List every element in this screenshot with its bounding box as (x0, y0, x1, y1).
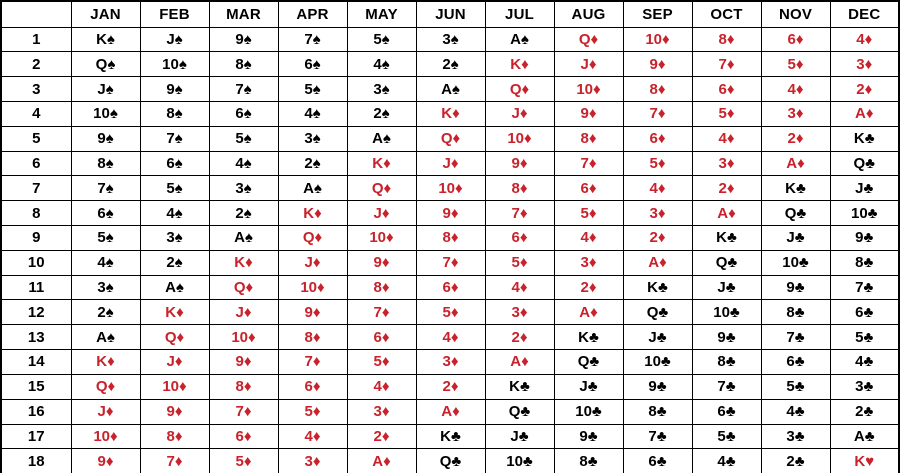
card-cell: 9♦ (278, 300, 347, 325)
card-cell: 8♠ (71, 151, 140, 176)
card-cell: 5♣ (761, 374, 830, 399)
card-cell: 9♦ (347, 250, 416, 275)
card-cell: 3♣ (761, 424, 830, 449)
card-cell: 6♣ (761, 350, 830, 375)
card-cell: Q♣ (485, 399, 554, 424)
card-cell: 2♦ (416, 374, 485, 399)
month-header-jul: JUL (485, 1, 554, 27)
card-cell: J♦ (347, 201, 416, 226)
row-number: 2 (1, 52, 71, 77)
row-number: 18 (1, 449, 71, 473)
card-cell: 3♠ (347, 77, 416, 102)
card-cell: A♠ (485, 27, 554, 52)
card-cell: 8♦ (140, 424, 209, 449)
card-cell: 4♦ (692, 126, 761, 151)
card-cell: 10♦ (485, 126, 554, 151)
card-cell: 4♣ (761, 399, 830, 424)
card-cell: 2♠ (140, 250, 209, 275)
card-cell: K♣ (692, 226, 761, 251)
card-cell: 8♦ (623, 77, 692, 102)
card-cell: 6♦ (623, 126, 692, 151)
table-header (1, 1, 899, 27)
card-cell: 6♦ (278, 374, 347, 399)
card-cell: 2♦ (761, 126, 830, 151)
table-row (1, 151, 899, 176)
card-cell: 7♦ (623, 101, 692, 126)
card-cell: 3♦ (761, 101, 830, 126)
card-cell: 6♦ (347, 325, 416, 350)
row-number: 3 (1, 77, 71, 102)
card-cell: 4♦ (830, 27, 899, 52)
card-cell: Q♣ (692, 250, 761, 275)
card-cell: 2♦ (830, 77, 899, 102)
card-cell: 3♦ (416, 350, 485, 375)
card-cell: J♣ (761, 226, 830, 251)
card-cell: 8♦ (278, 325, 347, 350)
card-cell: 9♣ (692, 325, 761, 350)
table-row (1, 449, 899, 473)
card-cell: K♣ (761, 176, 830, 201)
month-header-nov: NOV (761, 1, 830, 27)
card-cell: 5♣ (830, 325, 899, 350)
card-cell: 4♣ (692, 449, 761, 473)
card-cell: 8♦ (485, 176, 554, 201)
row-number: 13 (1, 325, 71, 350)
table-row (1, 226, 899, 251)
card-cell: 4♠ (278, 101, 347, 126)
card-cell: 2♦ (485, 325, 554, 350)
card-cell: A♦ (554, 300, 623, 325)
row-number: 8 (1, 201, 71, 226)
card-cell: 10♣ (830, 201, 899, 226)
card-cell: 9♦ (140, 399, 209, 424)
card-cell: 7♦ (485, 201, 554, 226)
card-cell: J♣ (830, 176, 899, 201)
card-cell: Q♦ (416, 126, 485, 151)
card-cell: J♦ (485, 101, 554, 126)
card-cell: 3♦ (485, 300, 554, 325)
card-cell: 9♦ (416, 201, 485, 226)
card-cell: 10♦ (209, 325, 278, 350)
row-number: 14 (1, 350, 71, 375)
card-cell: 5♦ (416, 300, 485, 325)
card-cell: 6♠ (278, 52, 347, 77)
card-cell: 2♠ (347, 101, 416, 126)
month-header-mar: MAR (209, 1, 278, 27)
table-row (1, 399, 899, 424)
card-cell: 9♣ (830, 226, 899, 251)
card-cell: 6♣ (830, 300, 899, 325)
card-cell: 9♦ (554, 101, 623, 126)
card-cell: 7♦ (209, 399, 278, 424)
card-cell: 5♦ (761, 52, 830, 77)
card-cell: 10♣ (761, 250, 830, 275)
card-cell: K♦ (485, 52, 554, 77)
card-cell: Q♦ (278, 226, 347, 251)
card-cell: J♣ (623, 325, 692, 350)
card-cell: 2♣ (761, 449, 830, 473)
card-cell: 3♠ (416, 27, 485, 52)
card-cell: 8♦ (416, 226, 485, 251)
row-number: 10 (1, 250, 71, 275)
row-number: 7 (1, 176, 71, 201)
card-cell: 10♠ (140, 52, 209, 77)
table-row (1, 424, 899, 449)
row-number: 15 (1, 374, 71, 399)
card-cell: 2♦ (692, 176, 761, 201)
card-cell: 10♣ (692, 300, 761, 325)
card-cell: 4♠ (347, 52, 416, 77)
card-cell: 9♣ (554, 424, 623, 449)
card-cell: 10♦ (347, 226, 416, 251)
card-cell: 4♦ (554, 226, 623, 251)
card-cell: 7♦ (347, 300, 416, 325)
card-cell: Q♦ (347, 176, 416, 201)
card-cell: A♦ (761, 151, 830, 176)
card-cell: 5♠ (278, 77, 347, 102)
card-cell: 9♦ (485, 151, 554, 176)
card-cell: 4♠ (140, 201, 209, 226)
month-header-sep: SEP (623, 1, 692, 27)
card-cell: 5♦ (554, 201, 623, 226)
card-cell: 7♦ (416, 250, 485, 275)
card-cell: 6♦ (554, 176, 623, 201)
row-number: 6 (1, 151, 71, 176)
card-cell: 5♦ (485, 250, 554, 275)
card-cell: Q♣ (554, 350, 623, 375)
month-header-jan: JAN (71, 1, 140, 27)
card-cell: 3♦ (278, 449, 347, 473)
card-cell: J♠ (140, 27, 209, 52)
card-cell: Q♣ (416, 449, 485, 473)
card-cell: 7♣ (623, 424, 692, 449)
card-cell: 9♣ (623, 374, 692, 399)
card-cell: 3♠ (140, 226, 209, 251)
row-number: 16 (1, 399, 71, 424)
card-cell: 8♣ (623, 399, 692, 424)
card-cell: J♣ (485, 424, 554, 449)
card-cell: A♦ (485, 350, 554, 375)
table-row (1, 176, 899, 201)
table-body (1, 27, 899, 473)
card-cell: J♦ (71, 399, 140, 424)
card-cell: A♠ (209, 226, 278, 251)
row-number: 5 (1, 126, 71, 151)
card-cell: 9♣ (761, 275, 830, 300)
card-cell: Q♣ (761, 201, 830, 226)
card-cell: 8♠ (209, 52, 278, 77)
card-cell: J♦ (140, 350, 209, 375)
card-cell: 6♦ (761, 27, 830, 52)
card-cell: Q♦ (140, 325, 209, 350)
month-header-feb: FEB (140, 1, 209, 27)
card-cell: 5♦ (347, 350, 416, 375)
table-row (1, 27, 899, 52)
card-cell: A♠ (416, 77, 485, 102)
card-cell: 3♦ (347, 399, 416, 424)
card-cell: K♣ (830, 126, 899, 151)
card-cell: 8♣ (554, 449, 623, 473)
card-cell: K♦ (347, 151, 416, 176)
card-cell: Q♦ (554, 27, 623, 52)
card-cell: 10♣ (623, 350, 692, 375)
card-cell: A♠ (140, 275, 209, 300)
card-cell: J♣ (692, 275, 761, 300)
card-cell: 4♦ (623, 176, 692, 201)
card-cell: 2♠ (278, 151, 347, 176)
card-cell: 7♣ (692, 374, 761, 399)
row-number: 11 (1, 275, 71, 300)
card-cell: K♥ (830, 449, 899, 473)
table-row (1, 126, 899, 151)
card-cell: A♠ (347, 126, 416, 151)
card-cell: 2♦ (347, 424, 416, 449)
card-cell: Q♦ (209, 275, 278, 300)
row-number: 12 (1, 300, 71, 325)
card-cell: Q♣ (830, 151, 899, 176)
card-cell: 7♠ (71, 176, 140, 201)
card-cell: 4♣ (830, 350, 899, 375)
corner-cell (1, 1, 71, 27)
card-cell: A♦ (830, 101, 899, 126)
card-cell: 4♦ (761, 77, 830, 102)
card-cell: K♣ (485, 374, 554, 399)
card-cell: 5♠ (347, 27, 416, 52)
card-cell: 10♦ (554, 77, 623, 102)
card-cell: K♦ (140, 300, 209, 325)
card-cell: 2♠ (209, 201, 278, 226)
card-cell: 7♣ (761, 325, 830, 350)
card-cell: 3♠ (71, 275, 140, 300)
card-cell: 5♦ (623, 151, 692, 176)
table-row (1, 201, 899, 226)
card-cell: 4♠ (209, 151, 278, 176)
month-header-dec: DEC (830, 1, 899, 27)
card-cell: 7♦ (554, 151, 623, 176)
card-cell: 3♠ (209, 176, 278, 201)
card-cell: 4♦ (347, 374, 416, 399)
card-cell: 5♦ (209, 449, 278, 473)
row-number: 9 (1, 226, 71, 251)
card-cell: Q♦ (485, 77, 554, 102)
card-cell: A♠ (278, 176, 347, 201)
card-cell: 8♦ (347, 275, 416, 300)
row-number: 1 (1, 27, 71, 52)
card-cell: 10♦ (623, 27, 692, 52)
card-cell: 10♦ (416, 176, 485, 201)
card-cell: 7♠ (140, 126, 209, 151)
card-cell: 3♦ (623, 201, 692, 226)
card-cell: 2♣ (830, 399, 899, 424)
card-cell: 7♣ (830, 275, 899, 300)
card-cell: 5♠ (209, 126, 278, 151)
card-cell: 9♠ (71, 126, 140, 151)
card-cell: 10♠ (71, 101, 140, 126)
card-cell: K♦ (71, 350, 140, 375)
card-cell: 6♠ (140, 151, 209, 176)
card-cell: K♣ (416, 424, 485, 449)
card-cell: 8♣ (761, 300, 830, 325)
card-cell: 9♠ (140, 77, 209, 102)
card-cell: 4♠ (71, 250, 140, 275)
card-cell: 10♦ (71, 424, 140, 449)
card-cell: 2♦ (623, 226, 692, 251)
month-header-oct: OCT (692, 1, 761, 27)
card-cell: 4♦ (416, 325, 485, 350)
card-cell: J♦ (416, 151, 485, 176)
card-cell: 7♦ (140, 449, 209, 473)
card-cell: J♠ (71, 77, 140, 102)
month-header-aug: AUG (554, 1, 623, 27)
card-cell: J♦ (209, 300, 278, 325)
card-cell: 6♦ (692, 77, 761, 102)
card-cell: 8♠ (140, 101, 209, 126)
row-number: 17 (1, 424, 71, 449)
table-row (1, 101, 899, 126)
card-cell: A♦ (416, 399, 485, 424)
card-cell: 5♦ (692, 101, 761, 126)
card-cell: 10♦ (140, 374, 209, 399)
card-cell: A♣ (830, 424, 899, 449)
table-row (1, 52, 899, 77)
card-cell: 6♦ (416, 275, 485, 300)
card-cell: Q♦ (71, 374, 140, 399)
card-cell: J♣ (554, 374, 623, 399)
card-cell: 8♣ (692, 350, 761, 375)
card-cell: 6♦ (485, 226, 554, 251)
table-row (1, 250, 899, 275)
row-number: 4 (1, 101, 71, 126)
card-cell: 8♦ (209, 374, 278, 399)
card-cell: 10♣ (554, 399, 623, 424)
table-row (1, 300, 899, 325)
card-cell: 4♦ (485, 275, 554, 300)
card-cell: 9♠ (209, 27, 278, 52)
table-row (1, 374, 899, 399)
card-cell: 6♣ (692, 399, 761, 424)
card-cell: 3♣ (830, 374, 899, 399)
card-cell: K♦ (416, 101, 485, 126)
card-cell: A♠ (71, 325, 140, 350)
table-row (1, 350, 899, 375)
table-row (1, 77, 899, 102)
card-cell: 4♦ (278, 424, 347, 449)
card-cell: 7♠ (209, 77, 278, 102)
month-header-apr: APR (278, 1, 347, 27)
card-cell: 6♣ (623, 449, 692, 473)
card-cell: 8♣ (830, 250, 899, 275)
card-cell: 7♠ (278, 27, 347, 52)
card-cell: K♣ (623, 275, 692, 300)
card-cell: 10♣ (485, 449, 554, 473)
card-cell: J♦ (278, 250, 347, 275)
card-cell: K♦ (209, 250, 278, 275)
card-cell: 7♦ (278, 350, 347, 375)
card-cell: 2♦ (554, 275, 623, 300)
card-cell: J♦ (554, 52, 623, 77)
month-header-may: MAY (347, 1, 416, 27)
card-cell: 8♦ (554, 126, 623, 151)
card-cell: 6♠ (209, 101, 278, 126)
card-cell: Q♠ (71, 52, 140, 77)
card-cell: A♦ (692, 201, 761, 226)
card-cell: 3♦ (830, 52, 899, 77)
card-cell: 2♠ (416, 52, 485, 77)
card-cell: 5♠ (140, 176, 209, 201)
card-cell: 5♦ (278, 399, 347, 424)
table-row (1, 275, 899, 300)
card-cell: 5♠ (71, 226, 140, 251)
card-cell: 9♦ (71, 449, 140, 473)
card-cell: 6♦ (209, 424, 278, 449)
card-cell: 3♦ (554, 250, 623, 275)
card-cell: 2♠ (71, 300, 140, 325)
header-row (1, 1, 899, 27)
card-cell: K♣ (554, 325, 623, 350)
table-row (1, 325, 899, 350)
card-cell: 6♠ (71, 201, 140, 226)
card-cell: K♠ (71, 27, 140, 52)
card-cell: 3♦ (692, 151, 761, 176)
card-cell: A♦ (623, 250, 692, 275)
card-cell: A♦ (347, 449, 416, 473)
card-cell: 5♣ (692, 424, 761, 449)
month-header-jun: JUN (416, 1, 485, 27)
card-cell: 10♦ (278, 275, 347, 300)
card-cell: 9♦ (623, 52, 692, 77)
card-cell: 7♦ (692, 52, 761, 77)
card-cell: 8♦ (692, 27, 761, 52)
card-cell: 3♠ (278, 126, 347, 151)
card-cell: Q♣ (623, 300, 692, 325)
card-cell: 9♦ (209, 350, 278, 375)
card-cell: K♦ (278, 201, 347, 226)
